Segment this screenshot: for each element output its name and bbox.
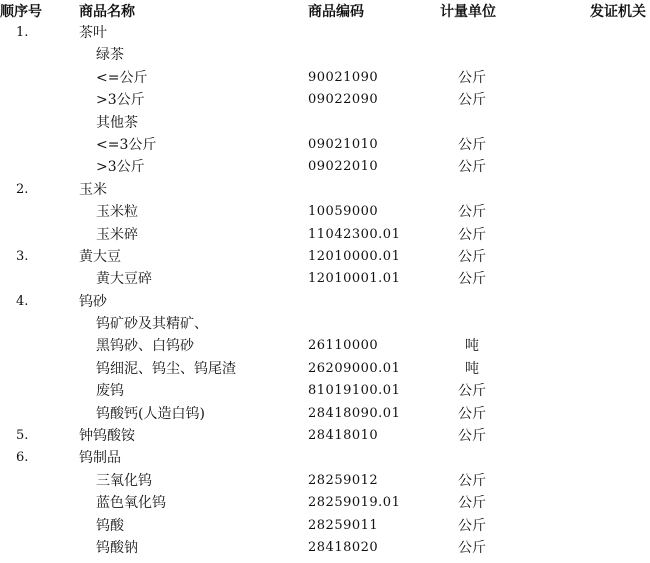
table-row <box>0 335 650 357</box>
commodity-code-cell: 11042300.01 <box>308 226 401 242</box>
commodity-name-cell: 钨砂 <box>79 293 107 310</box>
commodity-name-cell: >3公斤 <box>96 92 145 109</box>
table-row <box>0 358 650 380</box>
table-row <box>0 44 650 66</box>
unit-cell: 公斤 <box>458 428 486 445</box>
table-row <box>0 268 650 290</box>
unit-cell: 吨 <box>465 338 479 355</box>
table-row <box>0 291 650 313</box>
commodity-code-cell: 28259011 <box>308 517 379 533</box>
serial-number-cell: 2. <box>16 181 29 197</box>
commodity-name-cell: >3公斤 <box>96 159 145 176</box>
table-row <box>0 537 650 559</box>
commodity-name-cell: 蓝色氧化钨 <box>96 495 166 512</box>
unit-cell: 公斤 <box>458 69 486 86</box>
table-header <box>0 0 650 22</box>
commodity-name-cell: 茶叶 <box>79 25 107 41</box>
header-commodity-code: 商品编码 <box>308 4 364 20</box>
table-row <box>0 156 650 178</box>
commodity-name-cell: 三氧化钨 <box>96 472 152 489</box>
commodity-name-cell: 钨酸 <box>96 517 124 534</box>
table-row <box>0 67 650 89</box>
table-row <box>0 224 650 246</box>
commodity-code-cell: 28418090.01 <box>308 405 401 421</box>
table-row <box>0 179 650 201</box>
serial-number-cell: 3. <box>16 248 29 264</box>
table-body <box>0 22 650 559</box>
commodity-name-cell: <=公斤 <box>96 69 148 86</box>
commodity-name-cell: 钨酸钠 <box>96 539 138 556</box>
unit-cell: 吨 <box>465 360 479 377</box>
commodity-code-cell: 26209000.01 <box>308 360 401 376</box>
commodity-name-cell: 废钨 <box>96 383 124 400</box>
table-row <box>0 112 650 134</box>
unit-cell: 公斤 <box>458 204 486 221</box>
commodity-name-cell: 其他茶 <box>96 114 138 131</box>
commodity-code-cell: 12010001.01 <box>308 271 401 287</box>
table-row <box>0 515 650 537</box>
serial-number-cell: 1. <box>16 25 29 40</box>
unit-cell: 公斤 <box>458 539 486 556</box>
commodity-name-cell: 玉米 <box>79 181 107 198</box>
table-row <box>0 89 650 111</box>
unit-cell: 公斤 <box>458 472 486 489</box>
commodity-code-cell: 26110000 <box>308 338 379 354</box>
commodity-name-cell: 黑钨砂、白钨砂 <box>96 338 194 355</box>
commodity-name-cell: 玉米碎 <box>96 226 138 243</box>
commodity-code-cell: 28418010 <box>308 428 379 444</box>
header-serial-number: 顺序号 <box>0 4 42 20</box>
commodity-name-cell: 钟钨酸铵 <box>79 428 135 445</box>
table-row <box>0 246 650 268</box>
table-row <box>0 22 650 44</box>
table-row <box>0 403 650 425</box>
commodity-name-cell: 绿茶 <box>96 47 124 64</box>
table-row <box>0 425 650 447</box>
commodity-name-cell: 钨制品 <box>79 450 121 467</box>
unit-cell: 公斤 <box>458 159 486 176</box>
serial-number-cell: 5. <box>16 428 29 444</box>
header-unit-of-measure: 计量单位 <box>440 4 496 20</box>
unit-cell: 公斤 <box>458 136 486 153</box>
commodity-name-cell: <=3公斤 <box>96 136 157 153</box>
commodity-code-cell: 81019100.01 <box>308 383 401 399</box>
commodity-name-cell: 钨矿砂及其精矿、 <box>96 316 208 333</box>
table-row <box>0 380 650 402</box>
commodity-code-cell: 28418020 <box>308 539 379 555</box>
unit-cell: 公斤 <box>458 383 486 400</box>
commodity-code-cell: 09022010 <box>308 159 379 175</box>
commodity-name-cell: 黄大豆碎 <box>96 271 152 288</box>
unit-cell: 公斤 <box>458 517 486 534</box>
unit-cell: 公斤 <box>458 92 486 109</box>
commodity-code-cell: 28259019.01 <box>308 495 401 511</box>
table-row <box>0 492 650 514</box>
unit-cell: 公斤 <box>458 495 486 512</box>
serial-number-cell: 6. <box>16 450 29 466</box>
commodity-code-cell: 09021010 <box>308 136 379 152</box>
table-row <box>0 313 650 335</box>
commodity-code-cell: 10059000 <box>308 204 379 220</box>
serial-number-cell: 4. <box>16 293 29 309</box>
header-commodity-name: 商品名称 <box>79 4 135 20</box>
table-row <box>0 134 650 156</box>
commodity-code-cell: 90021090 <box>308 69 379 85</box>
table-row <box>0 201 650 223</box>
unit-cell: 公斤 <box>458 226 486 243</box>
commodity-name-cell: 钨酸钙(人造白钨) <box>96 405 205 422</box>
commodity-name-cell: 钨细泥、钨尘、钨尾渣 <box>96 360 236 377</box>
commodity-code-cell: 09022090 <box>308 92 379 108</box>
commodity-name-cell: 玉米粒 <box>96 204 138 221</box>
table-row <box>0 447 650 469</box>
unit-cell: 公斤 <box>458 248 486 265</box>
commodity-code-cell: 28259012 <box>308 472 379 488</box>
header-issuing-authority: 发证机关 <box>590 4 646 20</box>
table-row <box>0 470 650 492</box>
unit-cell: 公斤 <box>458 271 486 288</box>
unit-cell: 公斤 <box>458 405 486 422</box>
commodity-name-cell: 黄大豆 <box>79 248 121 265</box>
commodity-code-cell: 12010000.01 <box>308 248 401 264</box>
